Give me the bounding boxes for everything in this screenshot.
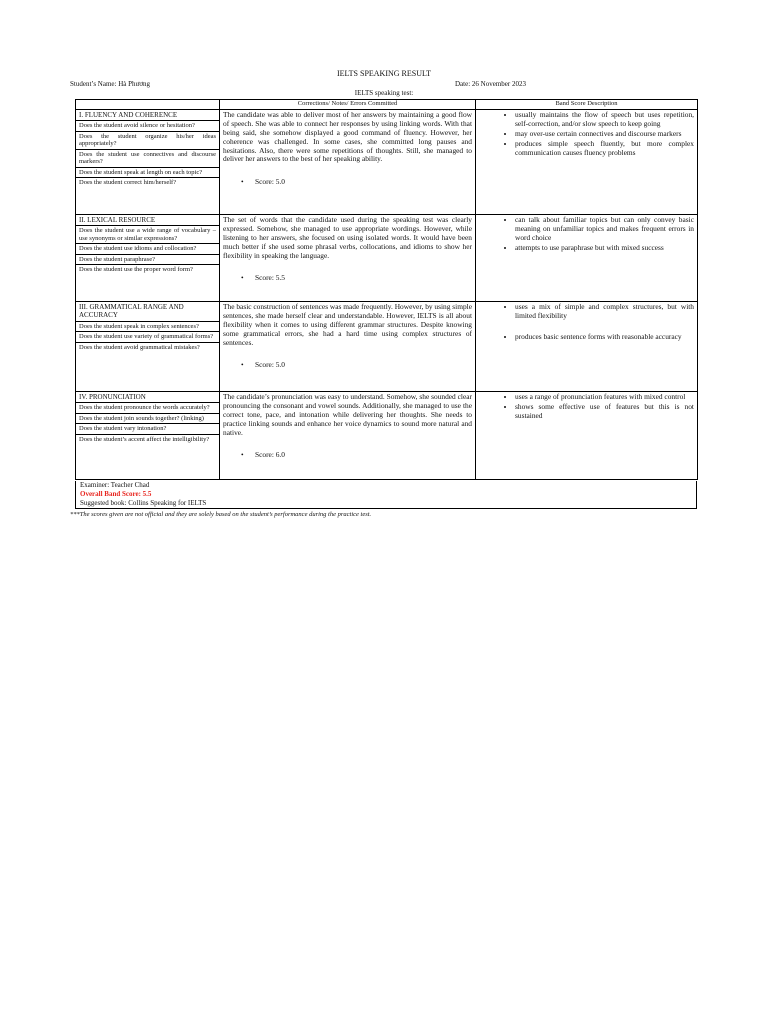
notes-cell <box>220 392 476 480</box>
band-cell <box>476 302 698 392</box>
criteria-question: Does the student organize his/her ideas appropriately? <box>76 132 219 150</box>
results-table <box>75 99 698 480</box>
criteria-question: Does the student paraphrase? <box>76 255 219 265</box>
overall-band-score: Overall Band Score: 5.5 <box>80 489 152 498</box>
section-title: II. LEXICAL RESOURCE <box>76 215 219 226</box>
page-title: IELTS SPEAKING RESULT <box>336 69 432 78</box>
band-item: • produces basic sentence forms with reasonable accuracy <box>515 333 694 342</box>
criteria-question: Does the student join sounds together? (linking) <box>76 414 219 424</box>
notes-text: The set of words that the candidate used during the speaking test was clearly expressed. Somehow, she managed to use appropriate wordings. However, while listening to her answers, she focused on using isolated words. It would have been much better if she used some phrasal verbs, collocations, and idioms to show her flexibility in speaking the language. <box>223 215 472 260</box>
header-criteria-cell <box>76 100 220 110</box>
section-title: I. FLUENCY AND COHERENCE <box>76 110 219 121</box>
section-title: IV. PRONUNCIATION <box>76 392 219 403</box>
criteria-question: Does the student use idioms and collocation? <box>76 244 219 254</box>
table-row <box>76 110 698 215</box>
band-list <box>479 393 694 421</box>
criteria-question: Does the student use connectives and discourse markers? <box>76 150 219 168</box>
header-band: Band Score Description <box>476 100 698 110</box>
notes-cell <box>220 302 476 392</box>
band-list <box>479 111 694 157</box>
notes-cell <box>220 110 476 215</box>
band-item: • uses a mix of simple and complex structures, but with limited flexibility <box>515 303 694 321</box>
band-item: • shows some effective use of features but this is not sustained <box>515 403 694 421</box>
score-line: • Score: 5.5 <box>241 273 285 283</box>
table-header-row <box>76 100 698 110</box>
band-item: • can talk about familiar topics but can only convey basic meaning on unfamiliar topics and makes frequent errors in word choice <box>515 216 694 243</box>
band-list <box>479 216 694 253</box>
band-item: • produces simple speech fluently, but more complex communication causes fluency problems <box>515 140 694 158</box>
disclaimer-note: ***The scores given are not official and they are solely based on the student’s performance during the practice test. <box>70 511 372 518</box>
criteria-question: Does the student’s accent affect the intelligibility? <box>79 435 210 443</box>
criteria-question: Does the student speak at length on each topic? <box>76 168 219 178</box>
criteria-question: Does the student avoid grammatical mistakes? <box>79 343 200 351</box>
section-title: III. GRAMMATICAL RANGE AND ACCURACY <box>76 302 219 322</box>
band-cell <box>476 392 698 480</box>
score-line: • Score: 6.0 <box>241 450 285 460</box>
suggested-book: Suggested book: Collins Speaking for IELTS <box>80 498 207 507</box>
table-row <box>76 215 698 302</box>
criteria-question: Does the student use variety of grammatical forms? <box>76 332 219 342</box>
table-row <box>76 302 698 392</box>
band-item: • usually maintains the flow of speech but uses repetition, self-correction, and/or slow speech to keep going <box>515 111 694 129</box>
notes-text: The candidate was able to deliver most of her answers by maintaining a good flow of speech. She was able to connect her responses by using linking words. With that being said, she somehow displayed a good command of fluency. However, her coherence was challenged. In some cases, she committed long pauses and hesitations. Also, there were some repetitions of thoughts. Still, she managed to deliver her answers to the best of her speaking ability. <box>223 110 472 164</box>
score-value: Score: 5.5 <box>255 273 285 283</box>
test-date: Date: 26 November 2023 <box>455 80 526 88</box>
score-line: • Score: 5.0 <box>241 360 285 370</box>
criteria-question: Does the student correct him/herself? <box>79 179 177 187</box>
notes-text: The candidate’s pronunciation was easy to understand. Somehow, she sounded clear pronouncing the consonant and vowel sounds. Additionally, she managed to use the correct tone, pace, and intonation while delivering her thoughts. She needs to practice linking sounds and enhance her voice dynamics to sound more natural and native. <box>223 392 472 437</box>
band-item: • may over-use certain connectives and discourse markers <box>515 130 694 139</box>
score-value: Score: 5.0 <box>255 360 285 370</box>
criteria-question: Does the student vary intonation? <box>76 424 219 434</box>
score-value: Score: 5.0 <box>255 177 285 187</box>
criteria-cell <box>76 392 220 480</box>
header-notes: Corrections/ Notes/ Errors Committed <box>220 100 476 110</box>
score-value: Score: 6.0 <box>255 450 285 460</box>
band-cell <box>476 215 698 302</box>
criteria-cell <box>76 302 220 392</box>
criteria-cell <box>76 110 220 215</box>
score-line: • Score: 5.0 <box>241 177 285 187</box>
criteria-question: Does the student use the proper word form? <box>79 266 193 274</box>
criteria-question: Does the student use a wide range of vocabulary – use synonyms or similar expressions? <box>76 226 219 244</box>
criteria-question: Does the student speak in complex sentences? <box>76 322 219 332</box>
summary-box <box>75 481 697 509</box>
examiner-line: Examiner: Teacher Chad <box>80 481 150 489</box>
page-subtitle: IELTS speaking test: <box>354 89 414 97</box>
band-item: • attempts to use paraphrase but with mixed success <box>515 244 694 253</box>
notes-text: The basic construction of sentences was made frequently. However, by using simple sentences, she made herself clear and understandable. However, IELTS is all about flexibility when it comes to using different grammar structures. Despite knowing some grammatical errors, she had a hard time using complex structures of sentences. <box>223 302 472 347</box>
notes-cell <box>220 215 476 302</box>
criteria-cell <box>76 215 220 302</box>
criteria-question: Does the student pronounce the words accurately? <box>76 403 219 413</box>
band-item: • uses a range of pronunciation features with mixed control <box>515 393 694 402</box>
criteria-question: Does the student avoid silence or hesitation? <box>76 121 219 131</box>
student-name: Student’s Name: Hà Phương <box>70 80 151 88</box>
table-row <box>76 392 698 480</box>
band-list <box>479 303 694 342</box>
band-cell <box>476 110 698 215</box>
